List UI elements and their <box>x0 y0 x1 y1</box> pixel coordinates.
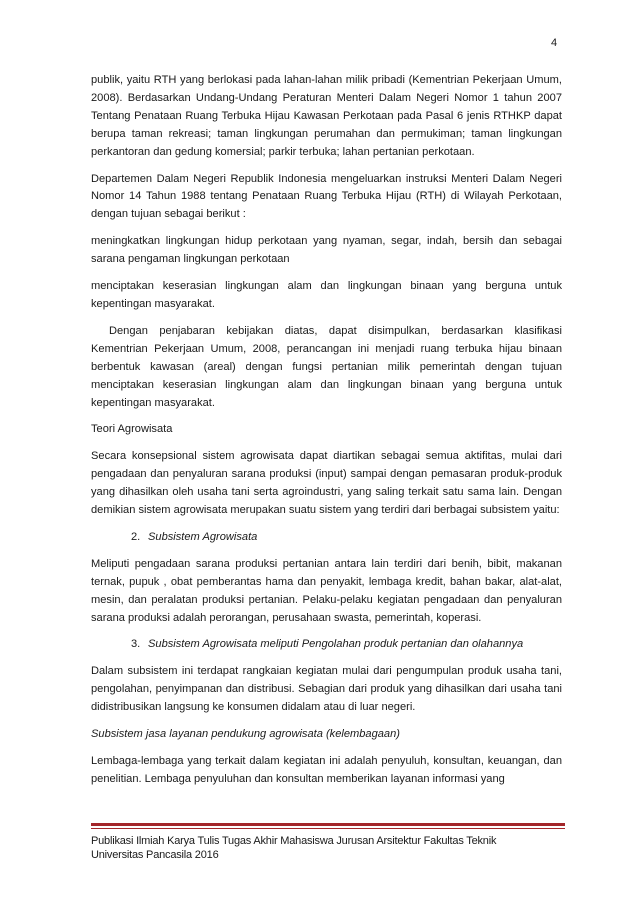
paragraph-pengolahan: Dalam subsistem ini terdapat rangkaian kegiatan mulai dari pengumpulan produk usaha tani, pengolahan, penyimpanan dan distribusi. Sebagian dari produk yang dihasilkan dari usaha tani didistribusikan langsung ke konsumen didalam atau di luar negeri. <box>91 665 562 714</box>
paragraph-konsep-agrowisata: Secara konsepsional sistem agrowisata dapat diartikan sebagai semua aktifitas, mulai dari pengadaan dan penyaluran sarana produksi (input) sampai dengan pemasaran produk-produk yang dihasilkan oleh usaha tani serta agroindustri, yang saling terkait satu sama lain. Dengan demikian sistem agrowisata merupakan suatu sistem yang terdiri dari berbagai subsistem yaitu: <box>91 450 562 517</box>
item-label: Subsistem Agrowisata <box>148 530 258 543</box>
page-number: 4 <box>551 37 558 49</box>
paragraph-lembaga: Lembaga-lembaga yang terkait dalam kegiatan ini adalah penyuluh, konsultan, keuangan, dan penelitian. Lembaga penyuluhan dan konsultan memberikan layanan informasi yang <box>91 755 562 785</box>
item-label: Subsistem Agrowisata meliputi Pengolahan produk pertanian dan olahannya <box>148 638 524 651</box>
paragraph-tujuan-1: meningkatkan lingkungan hidup perkotaan yang nyaman, segar, indah, bersih dan sebagai sarana pengaman lingkungan perkotaan <box>91 235 562 266</box>
section-heading-teori-agrowisata: Teori Agrowisata <box>91 423 173 436</box>
item-number: 2. <box>131 530 141 543</box>
footer-text <box>91 834 565 862</box>
footer-rule-thin <box>91 828 565 829</box>
paragraph-tujuan-2: menciptakan keserasian lingkungan alam dan lingkungan binaan yang berguna untuk kepentingan masyarakat. <box>91 280 562 310</box>
paragraph-rth-publik: publik, yaitu RTH yang berlokasi pada lahan-lahan milik pribadi (Kementrian Pekerjaan Umum, 2008). Berdasarkan Undang-Undang Peraturan Menteri Dalam Negeri Nomor 1 tahun 2007 Tentang Penataan Ruang Terbuka Hijau Kawasan Perkotaan pada Pasal 6 jenis RTHKP dapat berupa taman rekreasi; taman lingkungan perumahan dan permukiman; taman lingkungan perkantoran dan gedung komersial; parkir terbuka; lahan pertanian perkotaan. <box>91 74 562 158</box>
paragraph-pengadaan-sarana: Meliputi pengadaan sarana produksi pertanian antara lain terdiri dari benih, bibit, makanan ternak, pupuk , obat pemberantas hama dan penyakit, lembaga kredit, bahan bakar, alat-alat, mesin, dan peralatan produksi pertanian. Pelaku-pelaku kegiatan pengadaan dan penyaluran sarana produksi adalah perorangan, perusahaan swasta, pemerintah, koperasi. <box>91 557 562 624</box>
footer-line-2: Universitas Pancasila 2016 <box>91 849 219 861</box>
document-body <box>91 72 562 798</box>
paragraph-instruksi-menteri: Departemen Dalam Negeri Republik Indonesia mengeluarkan instruksi Menteri Dalam Negeri Nomor 14 Tahun 1988 tentang Penataan Ruang Terbuka Hijau (RTH) di Wilayah Perkotaan, dengan tujuan sebagai berikut : <box>91 172 562 221</box>
paragraph-kesimpulan: Dengan penjabaran kebijakan diatas, dapat disimpulkan, berdasarkan klasifikasi Kementrian Pekerjaan Umum, 2008, perancangan ini menjadi ruang terbuka hijau binaan berbentuk kawasan (areal) dengan fungsi pertanian milik pemerintah dengan tujuan menciptakan keserasian lingkungan alam dan lingkungan binaan yang berguna untuk kepentingan masyarakat. <box>91 324 562 409</box>
item-number: 3. <box>131 638 141 651</box>
page-footer <box>91 823 565 862</box>
footer-line-1: Publikasi Ilmiah Karya Tulis Tugas Akhir Mahasiswa Jurusan Arsitektur Fakultas Teknik <box>91 835 497 847</box>
subheading-jasa-layanan: Subsistem jasa layanan pendukung agrowisata (kelembagaan) <box>91 728 400 741</box>
numbered-item-3 <box>91 636 562 654</box>
numbered-item-2 <box>91 529 562 547</box>
